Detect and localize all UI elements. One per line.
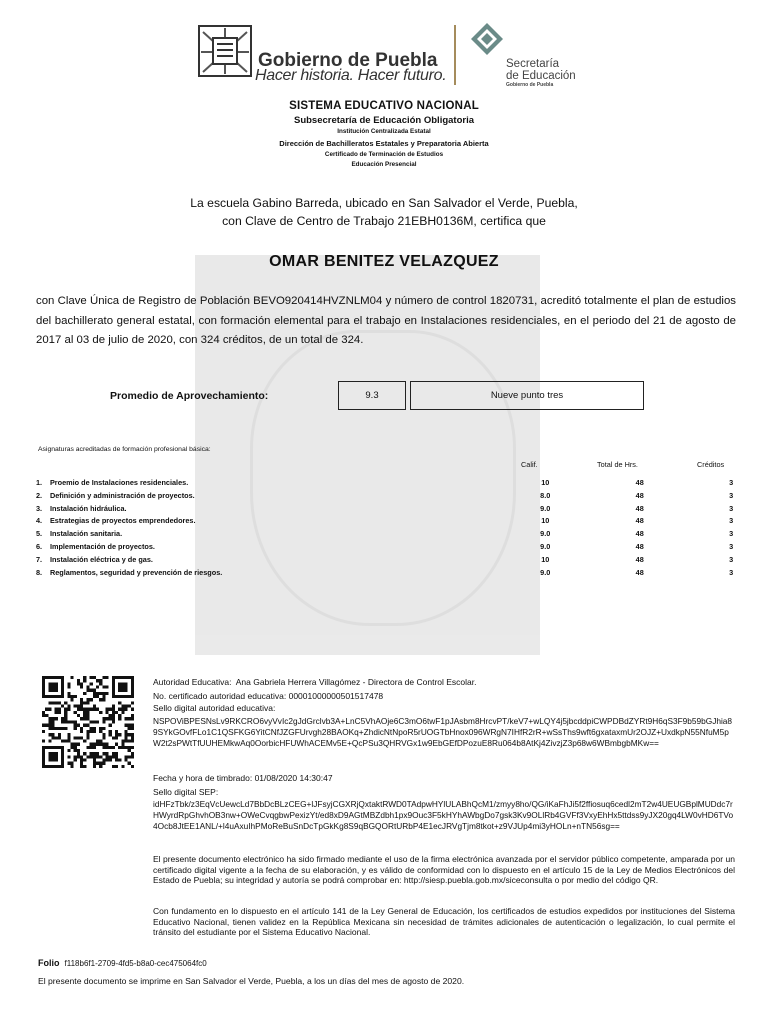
subject-hrs: 48 (635, 554, 644, 564)
intro-line-2: con Clave de Centro de Trabajo 21EBH0136M, certifica que (222, 214, 546, 228)
subjects-title: Asignaturas acreditadas de formación profesional básica: (38, 446, 211, 453)
title-educacion: Educación Presencial (351, 161, 417, 168)
fecha-timbrado: Fecha y hora de timbrado: 01/08/2020 14:30:47 (153, 773, 333, 783)
subjects-table (36, 478, 768, 580)
title-subsecretaria: Subsecretaría de Educación Obligatoria (293, 115, 475, 126)
subject-name: Instalación eléctrica y de gas. (49, 554, 153, 564)
legal-paragraph-1: El presente documento electrónico ha sido firmado mediante el uso de la firma electrónica avanzada por el servidor público competente, amparada por un certificado digital vigente a la fecha de su elaboración, y es válido de conformidad con lo dispuesto en el artículo 15 de la Ley de Medios Electrónicos del Estado de Puebla; su integridad y autoría se podrá comprobar en: http://siesp.puebla.gob.mx/siceconsulta o por medio del código QR. (153, 854, 735, 886)
subject-calif: 9.0 (540, 529, 551, 539)
subject-hrs: 48 (635, 529, 644, 539)
header-creditos: Créditos (697, 460, 725, 469)
subject-name: Implementación de proyectos. (49, 541, 155, 551)
sep-name (506, 58, 576, 82)
legal-paragraph-2: Con fundamento en lo dispuesto en el artículo 141 de la Ley General de Educación, los certificados de estudios expedidos por instituciones del Sistema Educativo Nacional, tienen validez en la República Mexicana sin necesidad de trámites adicionales de autenticación o legalización, lo cual permite el tránsito del estudiante por el Sistema Educativo Nacional. (153, 906, 735, 938)
folio (38, 958, 207, 968)
sep-line-1: Secretaría (506, 58, 560, 70)
subject-row (36, 491, 768, 504)
subject-number: 5. (36, 529, 43, 539)
sep-subtitle: Gobierno de Puebla (506, 82, 554, 88)
subject-hrs: 48 (635, 567, 644, 577)
sello-label: Sello digital autoridad educativa: (153, 703, 276, 713)
subject-hrs: 48 (635, 478, 644, 487)
gobierno-puebla-logo-icon (193, 18, 257, 82)
subject-number: 7. (36, 554, 43, 564)
title-certificado: Certificado de Terminación de Estudios (324, 151, 444, 158)
student-name: OMAR BENITEZ VELAZQUEZ (269, 253, 499, 270)
footer-text: El presente documento se imprime en San Salvador el Verde, Puebla, a los un días del mes de agosto de 2020. (38, 976, 465, 986)
subject-calif: 9.0 (540, 567, 551, 577)
subject-row (36, 542, 768, 555)
subject-calif: 10 (541, 554, 550, 564)
subject-number: 6. (36, 541, 43, 551)
sello-sep-label: Sello digital SEP: (153, 787, 219, 797)
sep-line-2: de Educación (506, 70, 576, 82)
subject-calif: 8.0 (540, 490, 551, 500)
subject-name: Estrategias de proyectos emprendedores. (49, 516, 196, 526)
sep-logo-icon (470, 22, 504, 56)
subject-hrs: 48 (635, 516, 644, 526)
subject-cred: 3 (729, 529, 734, 539)
subject-name: Instalación sanitaria. (49, 529, 123, 539)
folio-value: f118b6f1-2709-4fd5-b8a0-cec475064fc0 (64, 959, 207, 968)
title-direccion: Dirección de Bachilleratos Estatales y Preparatoria Abierta (279, 139, 489, 148)
intro-line-1: La escuela Gabino Barreda, ubicado en San Salvador el Verde, Puebla, (190, 196, 578, 210)
subject-cred: 3 (729, 554, 734, 564)
folio-label: Folio (38, 958, 60, 968)
authority-line (153, 677, 477, 687)
promedio-words: Nueve punto tres (410, 381, 644, 410)
subject-cred: 3 (729, 541, 734, 551)
subject-hrs: 48 (635, 541, 644, 551)
subject-name: Instalación hidráulica. (49, 503, 127, 513)
subject-number: 8. (36, 567, 43, 577)
subject-number: 3. (36, 503, 43, 513)
subject-cred: 3 (729, 503, 734, 513)
subject-calif: 10 (541, 516, 550, 526)
subject-cred: 3 (729, 567, 734, 577)
subject-name: Definición y administración de proyectos. (49, 490, 195, 500)
subject-row (36, 568, 768, 581)
subject-cred: 3 (729, 516, 734, 526)
logo-divider (454, 25, 456, 85)
subject-name: Proemio de Instalaciones residenciales. (49, 478, 189, 487)
subject-row (36, 555, 768, 568)
subject-name: Reglamentos, seguridad y prevención de riesgos. (49, 567, 223, 577)
qr-code-icon (42, 676, 134, 768)
certification-text: con Clave Única de Registro de Población BEVO920414HVZNLM04 y número de control 1820731, acreditó totalmente el plan de estudios del bachillerato general estatal, con formación elemental para el trabajo en Instalaciones residenciales, en el periodo del 21 de agosto de 2017 al 03 de julio de 2020, con 324 créditos, de un total de 324. (36, 295, 736, 346)
promedio-value: 9.3 (338, 381, 406, 410)
subject-row (36, 504, 768, 517)
authority-label: Autoridad Educativa: (153, 677, 232, 687)
subject-row (36, 478, 768, 491)
logo-slogan: Hacer historia. Hacer futuro. (255, 67, 447, 84)
subject-calif: 9.0 (540, 541, 551, 551)
promedio-label: Promedio de Aprovechamiento: (110, 390, 269, 402)
title-sistema: SISTEMA EDUCATIVO NACIONAL (289, 100, 479, 112)
cert-number: No. certificado autoridad educativa: 00001000000501517478 (153, 691, 384, 701)
title-institucion: Institución Centralizada Estatal (337, 128, 431, 135)
subject-number: 2. (36, 490, 43, 500)
subject-cred: 3 (729, 478, 734, 487)
subject-calif: 9.0 (540, 503, 551, 513)
subject-hrs: 48 (635, 490, 644, 500)
subject-row (36, 529, 768, 542)
header-calif: Calif. (521, 460, 538, 469)
subject-cred: 3 (729, 490, 734, 500)
sello-autoridad: NSPOViBPESNsLv9RKCRO6vyVvIc2gJdGrclvb3A+LnC5VhAOje6C3mO6twF1pJAsbm8HrcvPT/keV7+wLQY4j5jbcddpiCWPDBdZYRt9H6qS3F9b59bGJhia89SYkGOvfFLo1C1QSFKG6YitCNfJZGFUrvgh28BAOKq+ZhdicNtNpoR5rUOGTbHnox096WRgN7IHfR2rR+wSsThs9wft6gxataxmUr2OJZ+UxdkpN55NfuM5pW2t2sPWtTfUUHEMkwAq0OorbicHFUWhACEMv5E+QcPSu3QHRVGx1w9EbGEfDPozuE8Ru064b8AtKj4ZivzjZ3p68w6WBmbgbMKw== (153, 716, 733, 748)
subject-row (36, 516, 768, 529)
logo-title: Gobierno de Puebla (258, 50, 438, 71)
authority-name: Ana Gabriela Herrera Villagómez - Directora de Control Escolar. (235, 677, 477, 687)
sello-sep: idHFzTbk/z3EqVcUewcLd7BbDcBLzCEG+lJFsyjCGXRjQxtaktRWD0TAdpwHYlULABhQcM1/zmyy8ho/QG/iKaFhJi5f2ffiosuq6cedl2mT2w4UEUGBplMUDdc7rHWyrdRpGhvhOB3nw+OWeCvqgbwPexizYt/ed8xD9AGtMBZdbh1px9Ouc3F5kHYhAWbgDo7gsk3Kv9OLlRb4GVFf3VxyEhHx5ttdss9yJX20gq4LW0vHD6TVo4Ocb8JtEE1ANL/+l4uAxuIhPMoReBuSnDcTpGkKg8S9qBGQORtURbP4E1ecJRVgTjm8tkot+z9VJUp4mi3yHOLn+nTN56sg== (153, 799, 734, 831)
header-hrs: Total de Hrs. (597, 460, 638, 469)
subject-hrs: 48 (635, 503, 644, 513)
subject-number: 4. (36, 516, 43, 526)
subject-calif: 10 (541, 478, 550, 487)
subject-number: 1. (36, 478, 43, 487)
